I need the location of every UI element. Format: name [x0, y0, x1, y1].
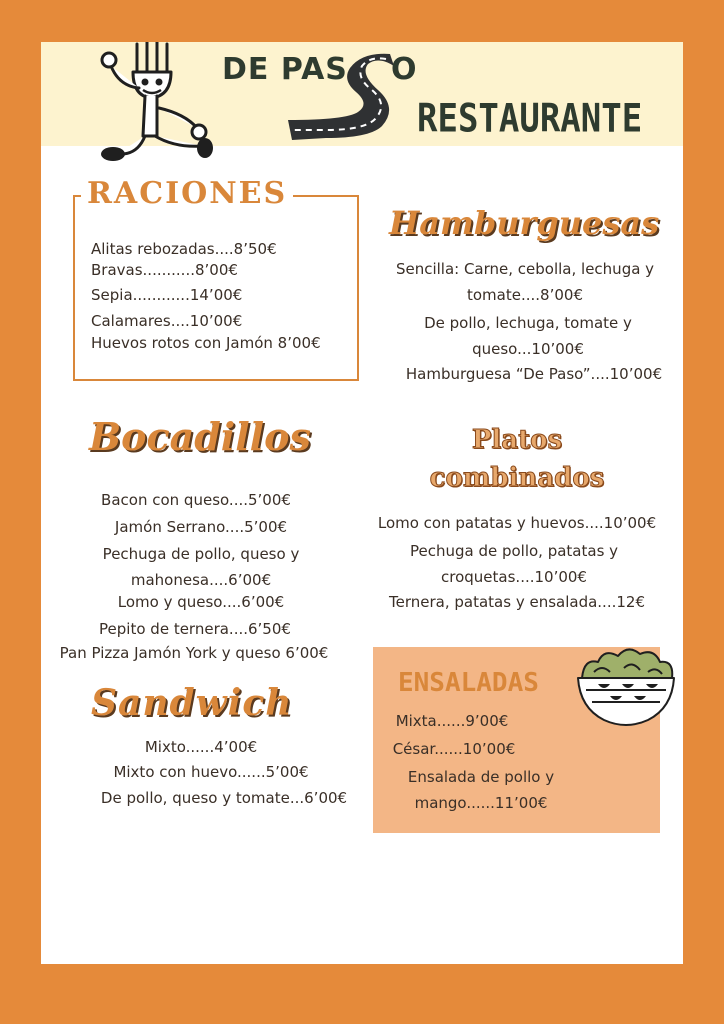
platos-title-line2: combinados — [429, 463, 605, 493]
bocadillos-title: Bocadillos — [89, 414, 311, 459]
list-item: Calamares....10’00€ — [91, 312, 243, 330]
platos-title-line1: Platos — [471, 425, 563, 455]
list-item: Mixto......4’00€ — [144, 738, 258, 756]
list-item: Alitas rebozadas....8’50€ — [91, 240, 277, 258]
list-item: Mixta......9’00€ — [395, 712, 509, 730]
restaurant-name: DE PAS — [222, 52, 348, 87]
list-item: Sencilla: Carne, cebolla, lechuga y — [395, 260, 655, 278]
list-item: Pechuga de pollo, patatas y — [409, 542, 619, 560]
raciones-title: RACIONES — [81, 176, 293, 211]
list-item: Mixto con huevo......5’00€ — [113, 763, 309, 781]
salad-bowl-icon — [574, 644, 678, 730]
list-item: croquetas....10’00€ — [441, 568, 587, 586]
restaurant-subtitle: RESTAURANTE — [417, 96, 643, 142]
restaurant-name-end: O — [391, 52, 417, 87]
list-item: tomate....8’00€ — [467, 286, 583, 304]
list-item: Lomo con patatas y huevos....10’00€ — [377, 514, 657, 532]
list-item: César......10’00€ — [392, 740, 516, 758]
list-item: De pollo, queso y tomate...6’00€ — [100, 789, 348, 807]
list-item: Bacon con queso....5’00€ — [101, 491, 291, 509]
fork-mascot-icon — [99, 42, 219, 172]
list-item: Ternera, patatas y ensalada....12€ — [389, 593, 645, 611]
list-item: De pollo, lechuga, tomate y — [424, 314, 632, 332]
list-item: Sepia............14’00€ — [91, 286, 243, 304]
list-item: Jamón Serrano....5’00€ — [114, 518, 288, 536]
menu-page — [41, 42, 683, 964]
list-item: Pepito de ternera....6’50€ — [99, 620, 291, 638]
list-item: mahonesa....6’00€ — [130, 571, 272, 589]
list-item: Huevos rotos con Jamón 8’00€ — [91, 334, 321, 352]
list-item: Hamburguesa “De Paso”....10’00€ — [405, 365, 663, 383]
list-item: Pan Pizza Jamón York y queso 6’00€ — [59, 644, 329, 662]
list-item: queso...10’00€ — [472, 340, 584, 358]
hamburguesas-title: Hamburguesas — [389, 204, 660, 242]
list-item: Ensalada de pollo y — [407, 768, 555, 786]
list-item: Lomo y queso....6’00€ — [117, 593, 285, 611]
list-item: Pechuga de pollo, queso y — [102, 545, 300, 563]
sandwich-title: Sandwich — [91, 682, 293, 724]
list-item: Bravas...........8’00€ — [91, 261, 238, 279]
ensaladas-title: ENSALADAS — [398, 668, 539, 698]
list-item: mango......11’00€ — [414, 794, 548, 812]
